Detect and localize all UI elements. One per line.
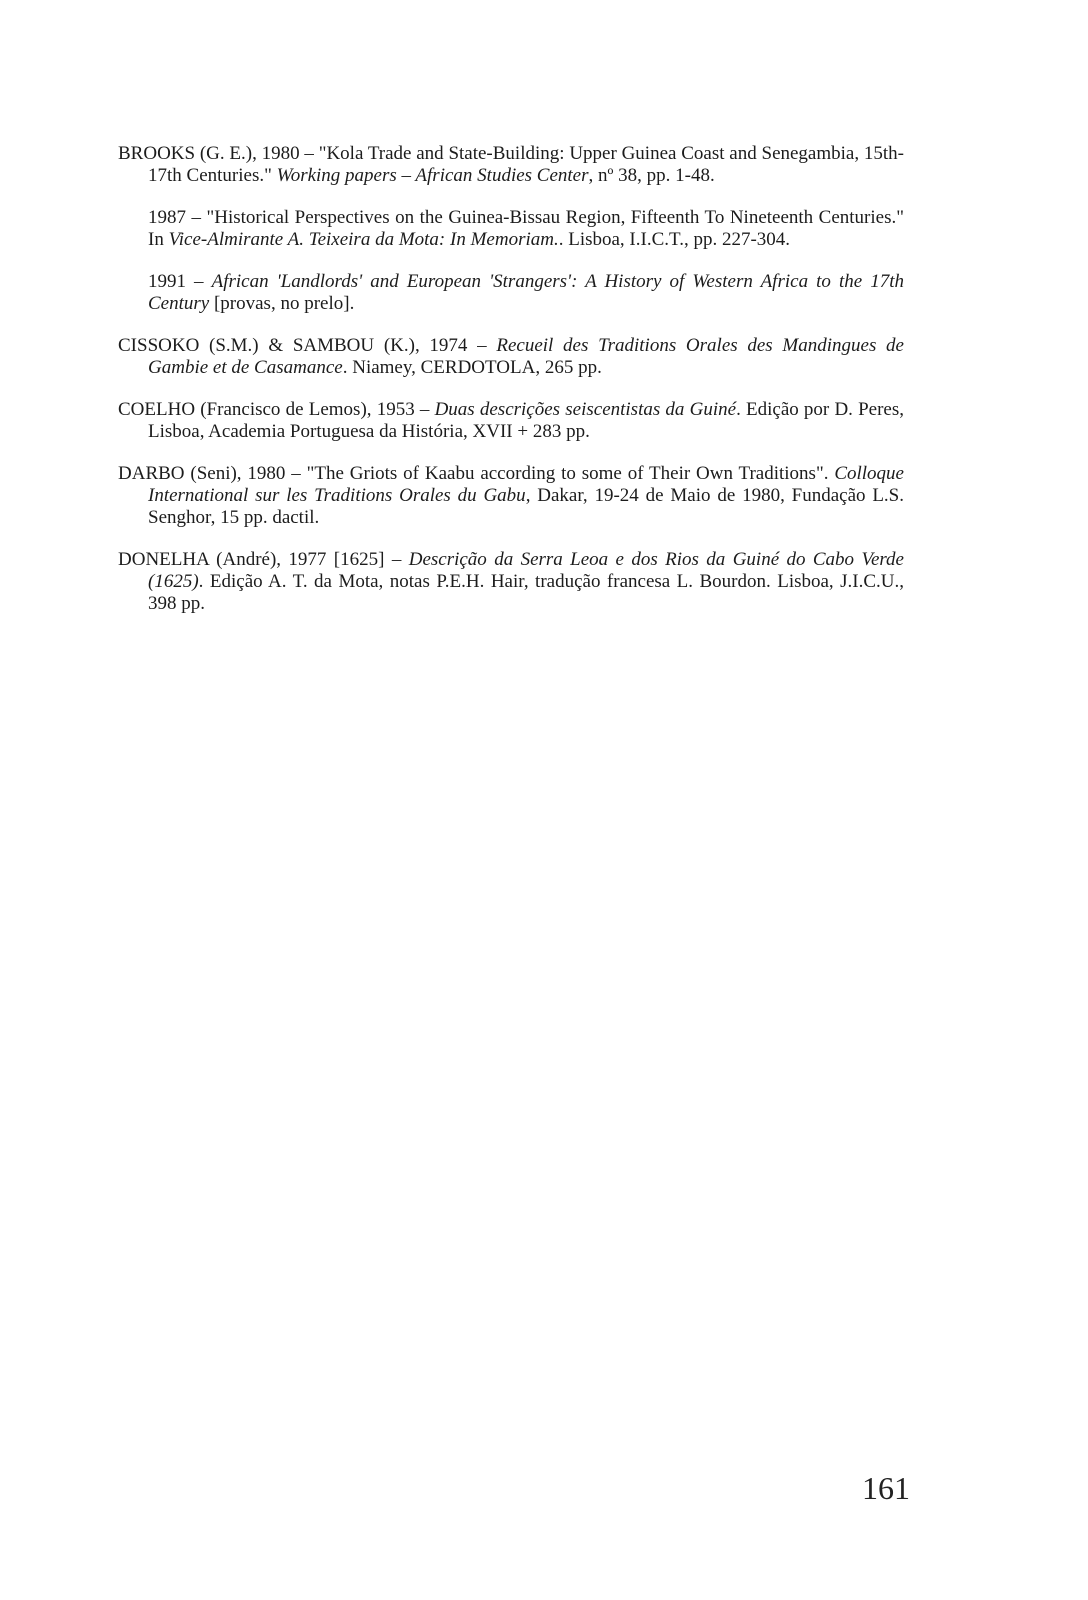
reference-brooks-1980	[118, 143, 904, 187]
reference-title: Working papers – African Studies Center	[276, 165, 589, 186]
reference-text: . Edição por D. Peres, Lisboa, Academia Portuguesa da História, XVII + 283 pp.	[148, 399, 905, 442]
reference-text: , Dakar, 19-24 de Maio de 1980, Fundação L.S. Senghor, 15 pp. dactil.	[148, 485, 905, 528]
reference-text: , nº 38, pp. 1-48.	[588, 165, 715, 186]
reference-title: Duas descrições seiscentistas da Guiné	[434, 399, 737, 420]
page-number: 161	[862, 1470, 910, 1506]
reference-text: [provas, no prelo].	[209, 293, 355, 314]
bibliography-list	[118, 143, 904, 615]
reference-text: CISSOKO (S.M.) & SAMBOU (K.), 1974 –	[118, 335, 497, 356]
reference-text: 1987 – "Historical Perspectives on the Guinea-Bissau Region, Fifteenth To Nineteenth Centuries." In	[148, 207, 904, 250]
reference-text: . Edição A. T. da Mota, notas P.E.H. Hair, tradução francesa L. Bourdon. Lisboa, J.I.C.U., 398 pp.	[148, 571, 904, 614]
reference-text: COELHO (Francisco de Lemos), 1953 –	[118, 399, 435, 420]
reference-title: Colloque International sur les Traditions Orales du Gabu	[148, 463, 904, 506]
reference-brooks-1991	[118, 271, 904, 315]
reference-coelho-1953	[118, 399, 904, 443]
reference-title: Vice-Almirante A. Teixeira da Mota: In Memoriam.	[168, 229, 559, 250]
reference-text: BROOKS (G. E.), 1980 – "Kola Trade and State-Building: Upper Guinea Coast and Senegambia, 15th-17th Centuries."	[118, 143, 904, 186]
reference-text: . Niamey, CERDOTOLA, 265 pp.	[342, 357, 602, 378]
reference-title: African 'Landlords' and European 'Strangers': A History of Western Africa to the 17th Century	[148, 271, 904, 314]
reference-donelha-1977	[118, 549, 904, 615]
reference-text: 1991 –	[148, 271, 212, 292]
reference-brooks-1987	[118, 207, 904, 251]
reference-text: DONELHA (André), 1977 [1625] –	[118, 549, 409, 570]
reference-title: Descrição da Serra Leoa e dos Rios da Guiné do Cabo Verde (1625)	[148, 549, 904, 592]
reference-text: . Lisboa, I.I.C.T., pp. 227-304.	[558, 229, 791, 250]
reference-title: Recueil des Traditions Orales des Mandingues de Gambie et de Casamance	[148, 335, 904, 378]
reference-darbo-1980	[118, 463, 904, 529]
reference-cissoko-sambou-1974	[118, 335, 904, 379]
reference-text: DARBO (Seni), 1980 – "The Griots of Kaabu according to some of Their Own Traditions".	[118, 463, 835, 484]
